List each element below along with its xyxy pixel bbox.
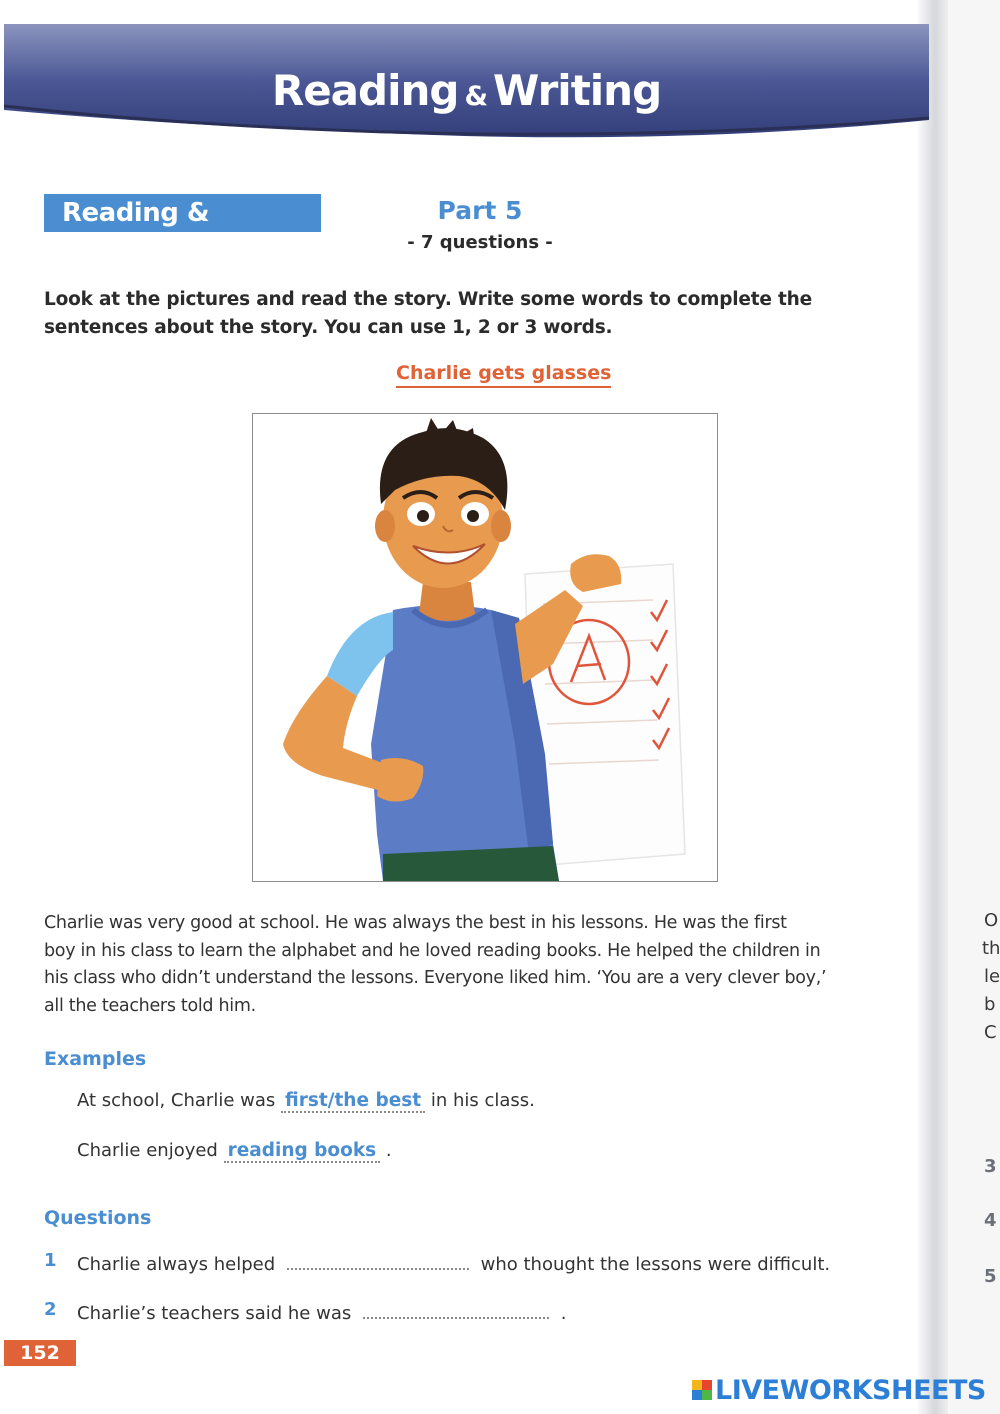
story-line: Charlie was very good at school. He was always the best in his lessons. He was the first <box>44 913 787 933</box>
questions-heading: Questions <box>44 1207 152 1229</box>
question-1-after: who thought the lessons were difficult. <box>480 1254 831 1275</box>
liveworksheets-logo-icon <box>692 1380 712 1400</box>
next-page-question-number: 5 <box>984 1266 997 1287</box>
question-2-answer-field[interactable] <box>363 1299 549 1319</box>
banner-title-right: Writing <box>493 66 662 115</box>
questions-count: - 7 questions - <box>407 232 553 253</box>
example-2-answer: reading books <box>224 1141 381 1163</box>
examples-heading: Examples <box>44 1048 147 1070</box>
section-badge: Reading & Writing <box>44 194 321 232</box>
example-2 <box>77 1140 392 1163</box>
next-page-question-number: 3 <box>984 1156 997 1177</box>
story-line: boy in his class to learn the alphabet and he loved reading books. He helped the children in <box>44 940 821 961</box>
story-text <box>44 910 904 1020</box>
question-1-before: Charlie always helped <box>77 1254 276 1275</box>
question-1 <box>77 1250 830 1275</box>
next-page-fragment: C <box>984 1022 997 1043</box>
question-2-before: Charlie’s teachers said he was <box>77 1303 352 1324</box>
next-page-question-number: 4 <box>984 1210 997 1231</box>
example-1 <box>77 1090 535 1113</box>
question-2-number: 2 <box>44 1299 57 1320</box>
question-1-answer-field[interactable] <box>287 1250 469 1270</box>
next-page-fragment: th <box>982 938 1000 959</box>
story-illustration <box>252 413 718 882</box>
liveworksheets-watermark <box>692 1372 986 1408</box>
next-page-fragment: le <box>984 966 1000 987</box>
banner-title-left: Reading <box>271 66 459 115</box>
next-page-fragment: O <box>984 910 999 931</box>
story-title: Charlie gets glasses <box>396 362 611 388</box>
header-banner <box>4 24 929 140</box>
story-line: his class who didn’t understand the lessons. Everyone liked him. ‘You are a very clever boy,’ <box>44 968 827 988</box>
part-title: Part 5 <box>437 196 523 225</box>
banner-title <box>4 66 929 115</box>
story-line: all the teachers told him. <box>44 995 256 1016</box>
question-2 <box>77 1299 566 1324</box>
example-1-answer: first/the best <box>281 1091 425 1113</box>
example-1-after: in his class. <box>430 1090 535 1111</box>
question-2-after: . <box>560 1303 567 1324</box>
example-1-before: At school, Charlie was <box>77 1090 276 1111</box>
example-2-before: Charlie enjoyed <box>77 1140 218 1161</box>
banner-title-amp: & <box>464 81 487 112</box>
instructions: Look at the pictures and read the story. Write some words to complete the sentences about the story. You can use 1, 2 or 3 words. <box>44 289 812 338</box>
next-page-edge <box>948 0 1000 1414</box>
page-number: 152 <box>4 1340 76 1366</box>
liveworksheets-text: LIVEWORKSHEETS <box>715 1374 986 1406</box>
book-gutter <box>918 0 948 1414</box>
boy-with-test-paper-illustration <box>253 414 717 881</box>
question-1-number: 1 <box>44 1250 57 1271</box>
next-page-fragment: b <box>984 994 996 1015</box>
example-2-after: . <box>385 1140 392 1161</box>
